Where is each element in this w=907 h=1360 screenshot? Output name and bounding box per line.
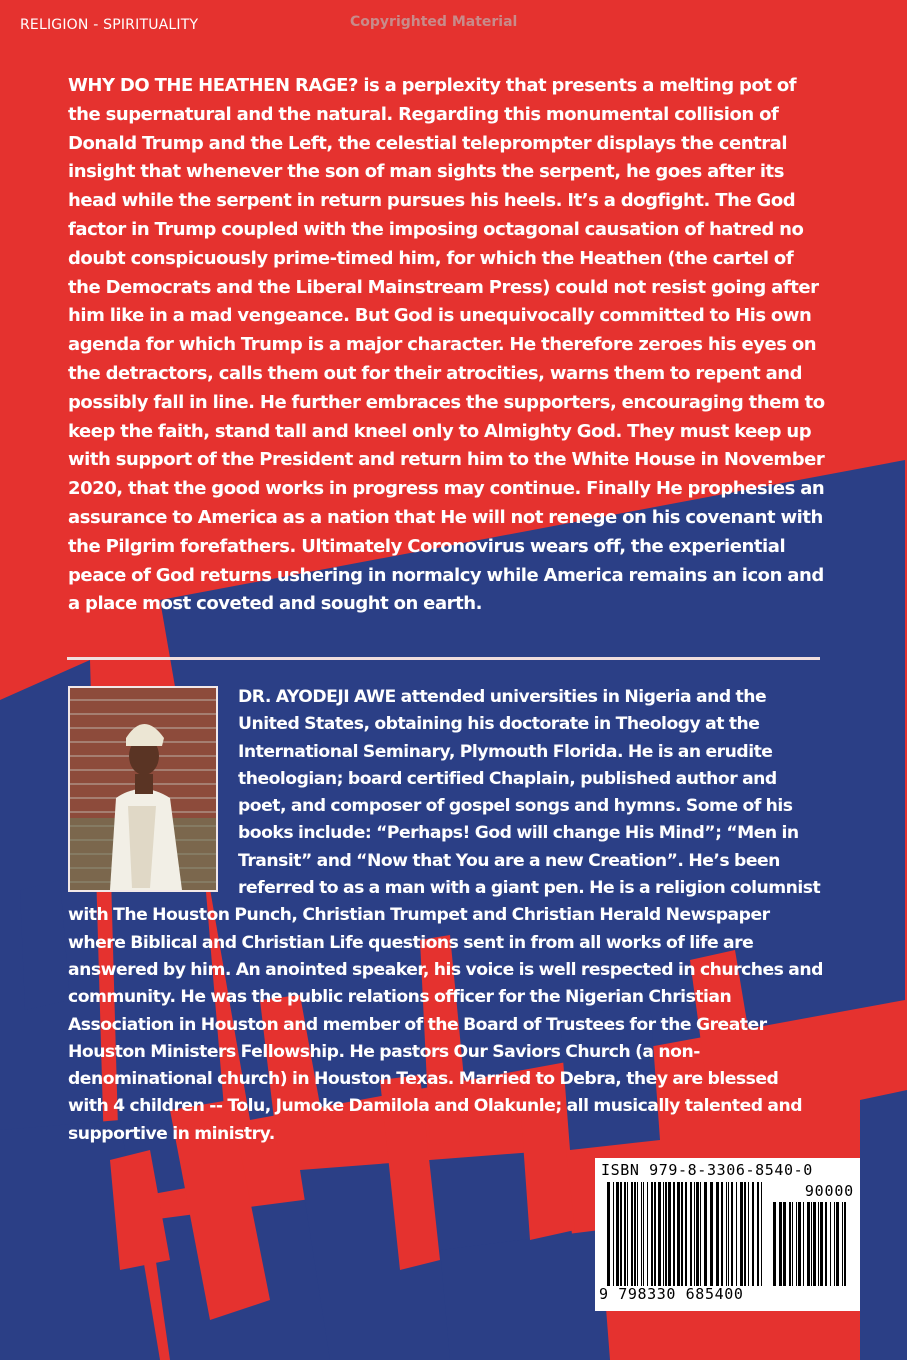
barcode-bar bbox=[651, 1182, 653, 1286]
barcode-bar bbox=[643, 1182, 644, 1286]
isbn-number: ISBN 979-8-3306-8540-0 bbox=[601, 1161, 813, 1179]
barcode-bar bbox=[634, 1182, 636, 1286]
barcode-bar bbox=[716, 1182, 719, 1286]
barcode-bar bbox=[631, 1182, 633, 1286]
barcode-bar bbox=[807, 1202, 810, 1286]
barcode-bar bbox=[796, 1202, 797, 1286]
barcode-bar bbox=[663, 1182, 664, 1286]
barcode-bar bbox=[773, 1202, 776, 1286]
barcode-bar bbox=[726, 1182, 727, 1286]
barcode-bar bbox=[658, 1182, 661, 1286]
barcode-bar bbox=[681, 1182, 683, 1286]
book-description: WHY DO THE HEATHEN RAGE? is a perplexity that presents a melting pot of the supernatural and the natural. Regarding this monumental collision of Donald Trump and the Left, the celestial teleprompter displays the central insight that whenever the son of man sights the serpent, he goes after its head while the serpent in return pursues his heels. It’s a dogfight. The God factor in Trump coupled with the imposing octagonal causation of hatred no doubt conspicuously prime-timed him, for which the Heathen (the cartel of the Democrats and the Liberal Mainstream Press) could not resist going after him like in a mad vengeance. But God is unequivocally committed to His own agenda for which Trump is a major character. He therefore zeroes his eyes on the detractors, calls them out for their atrocities, warns them to repent and possibly fall in line. He further embraces the supporters, encouraging them to keep the faith, stand tall and kneel only to Almighty God. They must keep up with support of the President and return him to the White House in November 2020, that the good works in progress may continue. Finally He prophesies an assurance to America as a nation that He will not renege on his covenant with the Pilgrim forefathers. Ultimately Coronovirus wears off, the experiential peace of God returns ushering in normalcy while America remains an icon and a place most coveted and sought on earth. bbox=[68, 75, 825, 615]
barcode-bar bbox=[783, 1202, 786, 1286]
barcode-bar bbox=[825, 1202, 827, 1286]
barcode-bar bbox=[721, 1182, 723, 1286]
price-code: 90000 bbox=[804, 1182, 854, 1200]
barcode-bar bbox=[637, 1182, 638, 1286]
barcode-bar bbox=[668, 1182, 671, 1286]
barcode-bar bbox=[740, 1182, 743, 1286]
isbn-barcode bbox=[595, 1158, 860, 1311]
barcode-bar bbox=[757, 1182, 759, 1286]
barcode-bar bbox=[696, 1182, 699, 1286]
barcode-bar bbox=[752, 1182, 754, 1286]
barcode-bar bbox=[731, 1182, 733, 1286]
barcode-bar bbox=[779, 1202, 782, 1286]
barcode-bar bbox=[654, 1182, 656, 1286]
barcode-bar bbox=[834, 1202, 835, 1286]
barcode-bar bbox=[685, 1182, 687, 1286]
copyright-watermark: Copyrighted Material bbox=[350, 14, 518, 30]
author-bio bbox=[68, 684, 823, 1148]
author-bio-text: DR. AYODEJI AWE attended universities in Nigeria and the United States, obtaining his doctorate in Theology at the International Seminary, Plymouth Florida. He is an erudite theologian; board certified Chaplain, published author and poet, and composer of gospel songs and hymns. Some of his books include: “Perhaps! God will change His Mind”; “Men in Transit” and “Now that You are a new Creation”. He’s been referred to as a man with a giant pen. He is a religion columnist with The Houston Punch, Christian Trumpet and Christian Herald Newspaper where Biblical and Christian Life questions sent in from all works of life are answered by him. An anointed speaker, his voice is well respected in churches and community. He was the public relations officer for the Nigerian Christian Association in Houston and member of the Board of Trustees for the Greater Houston Ministers Fellowship. He pastors Our Saviors Church (a non-denominational church) in Houston Texas. Married to Debra, they are blessed with 4 children -- Tolu, Jumoke Damilola and Olakunle; all musically talented and supportive in ministry. bbox=[68, 687, 823, 1144]
barcode-digits: 9 798330 685400 bbox=[599, 1285, 744, 1303]
barcode-bar bbox=[700, 1182, 701, 1286]
barcode-bar bbox=[836, 1202, 839, 1286]
barcode-bar bbox=[744, 1182, 746, 1286]
barcode-bar bbox=[736, 1182, 737, 1286]
barcode-bar bbox=[647, 1182, 648, 1286]
barcode-bar bbox=[704, 1182, 707, 1286]
barcode-bar bbox=[830, 1202, 831, 1286]
barcode-bars bbox=[607, 1182, 767, 1286]
barcode-bar bbox=[842, 1202, 843, 1286]
barcode-bar bbox=[616, 1182, 619, 1286]
barcode-bar bbox=[792, 1202, 793, 1286]
barcode-bar bbox=[813, 1202, 816, 1286]
barcode-bar bbox=[673, 1182, 675, 1286]
category-label: RELIGION - SPIRITUALITY bbox=[20, 17, 199, 33]
barcode-bar bbox=[627, 1182, 628, 1286]
barcode-bar bbox=[690, 1182, 692, 1286]
barcode-bar bbox=[844, 1202, 846, 1286]
barcode-bar bbox=[710, 1182, 713, 1286]
barcode-bar bbox=[748, 1182, 749, 1286]
barcode-bar bbox=[789, 1202, 791, 1286]
barcode-bar bbox=[665, 1182, 667, 1286]
barcode-bar bbox=[818, 1202, 819, 1286]
section-divider bbox=[67, 657, 820, 660]
barcode-bar bbox=[761, 1182, 762, 1286]
barcode-addon-bars bbox=[773, 1202, 851, 1286]
barcode-bar bbox=[613, 1182, 614, 1286]
barcode-bar bbox=[811, 1202, 812, 1286]
barcode-bar bbox=[694, 1182, 695, 1286]
barcode-bar bbox=[607, 1182, 610, 1286]
barcode-bar bbox=[728, 1182, 729, 1286]
barcode-bar bbox=[803, 1202, 804, 1286]
barcode-bar bbox=[677, 1182, 680, 1286]
barcode-bar bbox=[641, 1182, 642, 1286]
barcode-bar bbox=[820, 1202, 823, 1286]
barcode-bar bbox=[624, 1182, 626, 1286]
barcode-bar bbox=[798, 1202, 801, 1286]
barcode-bar bbox=[620, 1182, 622, 1286]
